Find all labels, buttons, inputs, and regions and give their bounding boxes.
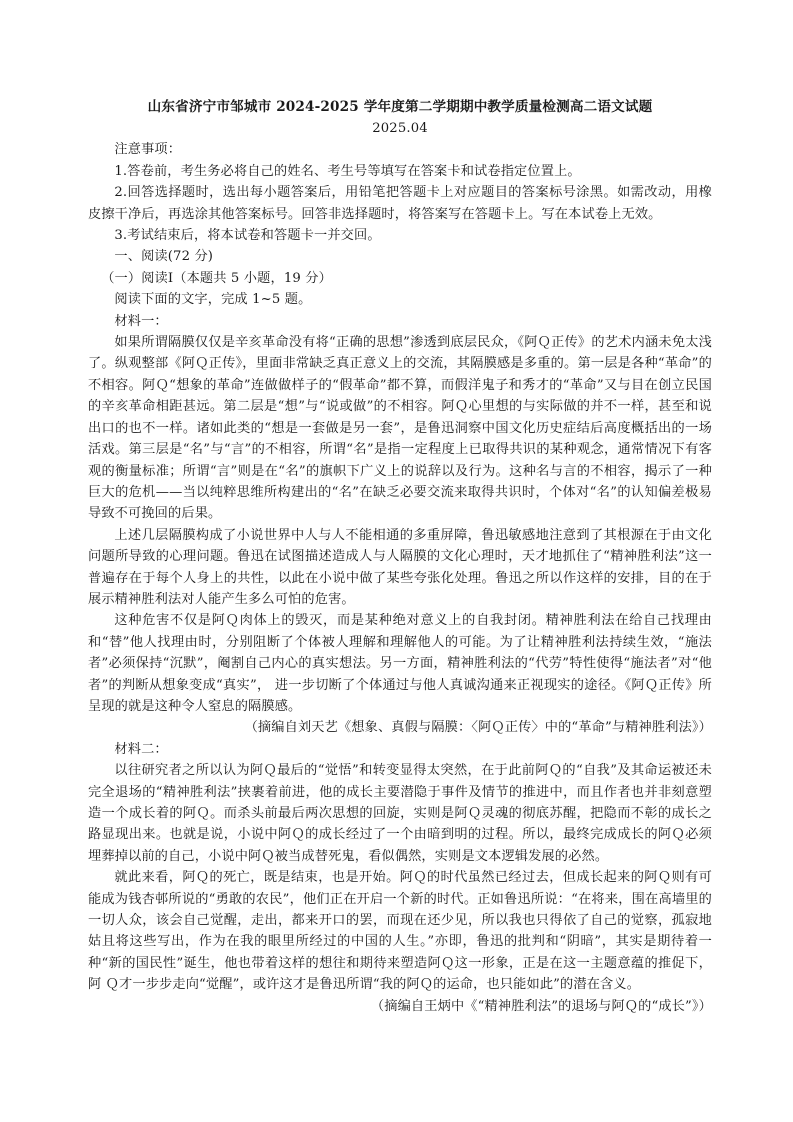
material1-label: 材料一： <box>114 313 168 329</box>
material2-paragraph: 以往研究者之所以认为阿Ｑ最后的“觉悟”和转变显得太突然，在于此前阿Ｑ的“自我”及其命运被还未完全退场的“精神胜利法”挟裹着前进，他的成长主要潜隐于事件及情节的推进中，而且作者也并非刻意塑造一个成长着的阿Ｑ。而杀头前最后两次思想的回旋，实则是阿Ｑ灵魂的彻底苏醒，把隐而不彰的成长之路显现出来。也就是说，小说中阿Ｑ的成长经过了一个由暗到明的过程。所以，最终完成成长的阿Ｑ必须埋葬掉以前的自己，小说中阿Ｑ被当成替死鬼，看似偶然，实则是文本逻辑发展的必然。 <box>88 763 712 864</box>
material2-paragraph: 就此来看，阿Ｑ的死亡，既是结束，也是开始。阿Ｑ的时代虽然已经过去，但成长起来的阿Ｑ则有可能成为钱杏邨所说的“勇敢的农民”，他们正在开启一个新的时代。正如鲁迅所说：“在将来，围在高墙里的一切人众，该会自己觉醒，走出，都来开口的罢，而现在还少见，所以我也只得依了自己的觉察，孤寂地姑且将这些写出，作为在我的眼里所经过的中国的人生。”亦即，鲁迅的批判和“阴暗”，其实是期待着一种“新的国民性”诞生，他也带着这样的想往和期待来塑造阿Ｑ这一形象，正是在这一主题意蕴的推促下，阿 Ｑ才一步步走向“觉醒”，或许这才是鲁迅所谓“我的阿Ｑ的运命，也只能如此”的潜在含义。 <box>88 870 712 993</box>
notice-item: 1.答卷前，考生务必将自己的姓名、考生号等填写在答案卡和试卷指定位置上。 <box>114 163 581 179</box>
section-subheading: （一）阅读Ⅰ（本题共 5 小题，19 分） <box>101 270 332 286</box>
exam-date: 2025.04 <box>372 121 428 136</box>
material1-paragraph: 上述几层隔膜构成了小说世界中人与人不能相通的多重屏障，鲁迅敏感地注意到了其根源在于由文化问题所导致的心理问题。鲁迅在试图描述造成人与人隔膜的文化心理时，天才地抓住了“精神胜利法”这一普遍存在于每个人身上的共性，以此在小说中做了某些夸张化处理。鲁迅之所以作这样的安排，目的在于展示精神胜利法对人能产生多么可怕的危害。 <box>88 527 712 607</box>
material2-label: 材料二： <box>114 741 168 757</box>
exam-title: 山东省济宁市邹城市 2024-2025 学年度第二学期期中教学质量检测高二语文试题 <box>147 99 653 115</box>
notice-item: 3.考试结束后，将本试卷和答题卡一并交回。 <box>114 228 381 244</box>
material1-source: （摘编自刘天艺《想象、真假与隔膜：〈阿Ｑ正传〉中的“革命”与精神胜利法》） <box>244 720 712 736</box>
exam-page <box>88 96 712 1017</box>
material1-paragraph: 如果所谓隔膜仅仅是辛亥革命没有将“正确的思想”渗透到底层民众，《阿Ｑ正传》的艺术内涵未免太浅了。纵观整部《阿Ｑ正传》，里面非常缺乏真正意义上的交流，其隔膜感是多重的。第一层是各种“革命”的不相容。阿Ｑ“想象的革命”连做做样子的“假革命”都不算，而假洋鬼子和秀才的“革命”又与目在创立民国的辛亥革命相距甚远。第二层是“想”与“说或做”的不相容。阿Ｑ心里想的与实际做的并不一样，甚至和说出口的也不一样。诸如此类的“想是一套做是另一套”，是鲁迅洞察中国文化历史症结后高度概括出的一场活戏。第三层是“名”与“言”的不相容，所谓“名”是指一定程度上已取得共识的某种观念，通常情况下有客观的衡量标准；所谓“言”则是在“名”的旗帜下广义上的说辞以及行为。这种名与言的不相容，揭示了一种巨大的危机——当以纯粹思维所构建出的“名”在缺乏必要交流来取得共识时，个体对“名”的认知偏差极易导致不可挽回的后果。 <box>88 335 712 522</box>
material2-source: （摘编自王炳中《“精神胜利法”的退场与阿Ｑ的“成长”》） <box>370 998 712 1014</box>
section-instruction: 阅读下面的文字，完成 1~5 题。 <box>114 292 312 308</box>
notice-heading: 注意事项： <box>114 142 182 158</box>
section-heading: 一、阅读(72 分) <box>114 249 214 265</box>
notice-item: 2.回答选择题时，选出每小题答案后，用铅笔把答题卡上对应题目的答案标号涂黑。如需改动，用橡皮擦干净后，再选涂其他答案标号。回答非选择题时，将答案写在答题卡上。写在本试卷上无效。 <box>88 185 712 222</box>
material1-paragraph: 这种危害不仅是阿Ｑ肉体上的毁灭，而是某种绝对意义上的自我封闭。精神胜利法在给自己找理由和“替”他人找理由时，分别阻断了个体被人理解和理解他人的可能。为了让精神胜利法持续生效，“施法者”必须保持“沉默”，阉割自己内心的真实想法。另一方面，精神胜利法的“代劳”特性使得“施法者”对“他者”的判断从想象变成“真实”， 进一步切断了个体通过与他人真诚沟通来正视现实的途径。《阿Ｑ正传》所呈现的就是这种令人窒息的隔膜感。 <box>88 613 712 714</box>
